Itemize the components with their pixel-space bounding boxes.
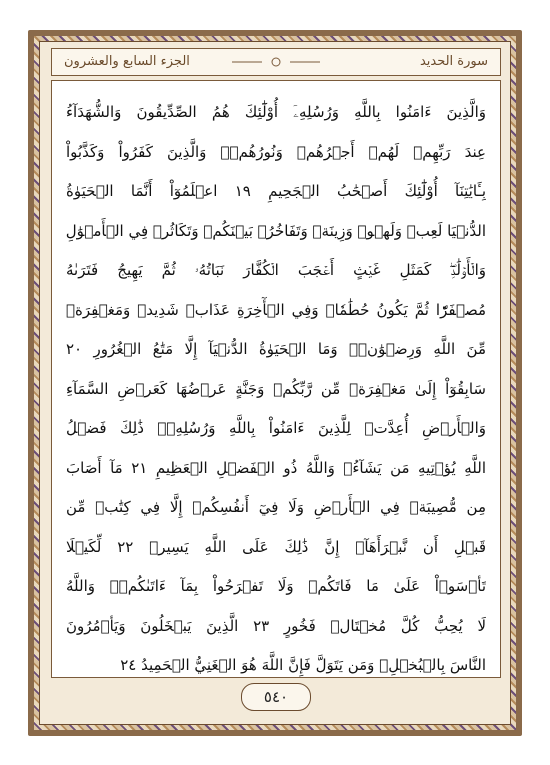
text-line: عِندَ رَبِّهِمۡ لَهُمۡ أَجۡرُهُمۡ وَنُورُهُمۡۖ وَالَّذِينَ كَفَرُواْ وَكَذَّبُواْ (66, 142, 486, 161)
text-line: سَابِقُوٓاْ إِلَىٰ مَغۡفِرَةٖ مِّن رَّبِّكُمۡ وَجَنَّةٍ عَرۡضُهَا كَعَرۡضِ السَّمَآءِ (66, 379, 486, 398)
text-line: مِّنَ اللَّهِ وَرِضۡوَٰنٞۚ وَمَا الۡحَيَوٰةُ الدُّنۡيَآ إِلَّا مَتَٰعُ الۡغُرُورِ ٢٠ (66, 340, 486, 358)
text-line: قَبۡلِ أَن نَّبۡرَأَهَآۚ إِنَّ ذَٰلِكَ عَلَى اللَّهِ يَسِيرٞ ٢٢ لِّكَيۡلَا (66, 537, 486, 556)
text-line: وَالَّذِينَ ءَامَنُوا بِاللَّهِ وَرُسُلِهِۦٓ أُوْلَٰٓئِكَ هُمُ الصِّدِّيقُونَ وَالشُّهَدَآءُ (66, 103, 486, 121)
page-footer (0, 683, 550, 717)
text-line: الدُّنۡيَا لَعِبٞ وَلَهۡوٞ وَزِينَةٞ وَتَفَاخُرُۢ بَيۡنَكُمۡ وَتَكَاثُرٞ فِي الۡأَمۡوَٰلِ (66, 221, 486, 240)
text-line: النَّاسَ بِالۡبُخۡلِۗ وَمَن يَتَوَلَّ فَإِنَّ اللَّهَ هُوَ الۡغَنِيُّ الۡحَمِيدُ ٢٤ (120, 656, 486, 674)
page-header (51, 48, 501, 76)
quran-text-panel (51, 80, 501, 678)
page-number: ٥٤٠ (241, 683, 311, 711)
text-line: تَأۡسَوۡاْ عَلَىٰ مَا فَاتَكُمۡ وَلَا تَفۡرَحُواْ بِمَآ ءَاتَىٰكُمۡۗ وَاللَّهُ (66, 577, 486, 595)
text-line: اللَّهِ يُؤۡتِيهِ مَن يَشَآءُۚ وَاللَّهُ ذُو الۡفَضۡلِ الۡعَظِيمِ ٢١ مَآ أَصَابَ (66, 458, 486, 477)
text-line: مُصۡفَرّٗا ثُمَّ يَكُونُ حُطَٰمٗاۖ وَفِي الۡأٓخِرَةِ عَذَابٞ شَدِيدٞ وَمَغۡفِرَةٞ (66, 300, 486, 319)
text-line: بِـَٔايَٰتِنَآ أُوْلَٰٓئِكَ أَصۡحَٰبُ الۡجَحِيمِ ١٩ اعۡلَمُوٓاْ أَنَّمَا الۡحَيَوٰةُ (66, 182, 486, 200)
text-line: لَا يُحِبُّ كُلَّ مُخۡتَالٖ فَخُورٍ ٢٣ الَّذِينَ يَبۡخَلُونَ وَيَأۡمُرُونَ (66, 616, 486, 635)
juz-label: الجزء السابع والعشرون (64, 54, 190, 69)
text-line: وَالۡأَوۡلَٰدِۖ كَمَثَلِ غَيۡثٍ أَعۡجَبَ الۡكُفَّارَ نَبَاتُهُۥ ثُمَّ يَهِيجُ فَتَرَىٰهُ (66, 261, 486, 279)
surah-label: سورة الحديد (419, 54, 488, 69)
text-line: مِن مُّصِيبَةٖ فِي الۡأَرۡضِ وَلَا فِيٓ أَنفُسِكُمۡ إِلَّا فِي كِتَٰبٖ مِّن (66, 498, 486, 516)
text-line: وَالۡأَرۡضِ أُعِدَّتۡ لِلَّذِينَ ءَامَنُواْ بِاللَّهِ وَرُسُلِهِۦۚ ذَٰلِكَ فَضۡلُ (66, 419, 486, 437)
verse-lines (66, 93, 486, 686)
